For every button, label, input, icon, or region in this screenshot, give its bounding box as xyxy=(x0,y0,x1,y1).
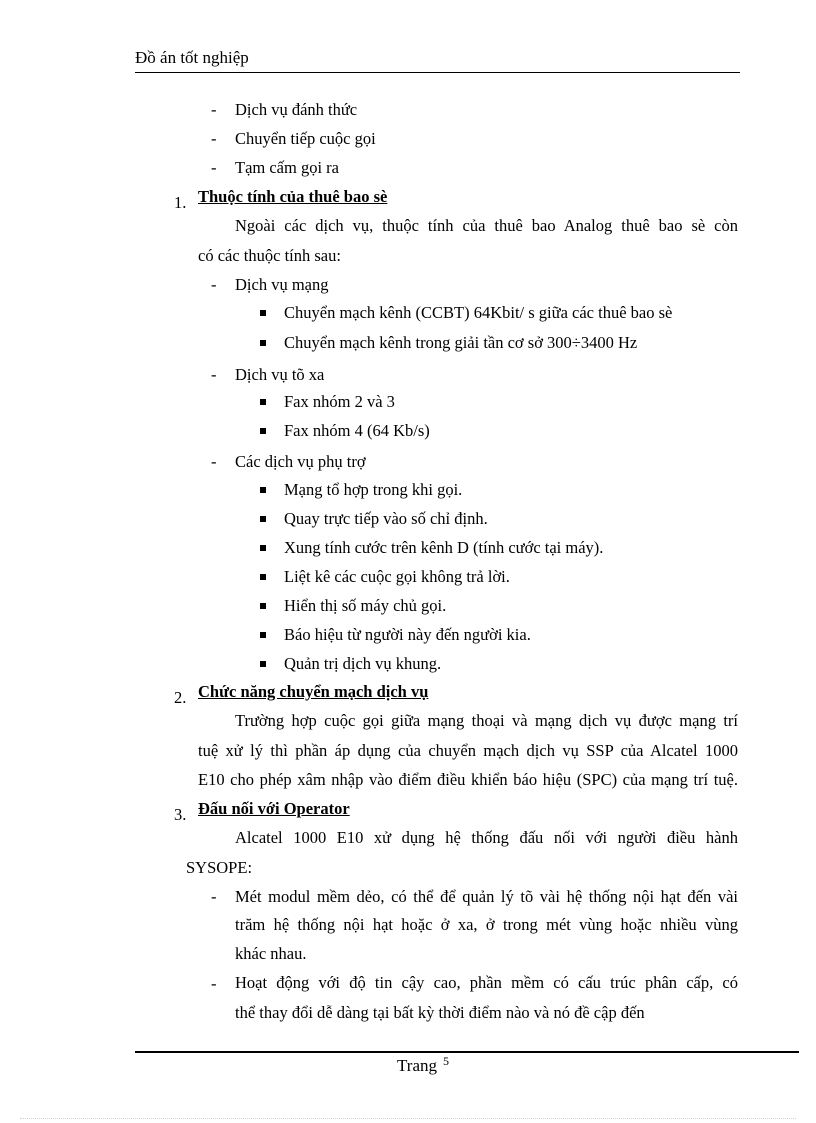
list-item: Báo hiệu từ người này đến người kia. xyxy=(284,625,531,644)
list-item: khác nhau. xyxy=(235,944,307,963)
list-item: Hiển thị số máy chủ gọi. xyxy=(284,596,447,615)
list-item: Quay trực tiếp vào số chỉ định. xyxy=(284,509,488,528)
dash-marker: - xyxy=(211,365,217,384)
dash-marker: - xyxy=(211,275,217,294)
list-item: Fax nhóm 2 và 3 xyxy=(284,392,395,411)
header-divider xyxy=(135,72,740,73)
list-item: Dịch vụ đánh thức xyxy=(235,100,358,119)
list-item: Hoạt động với độ tin cậy cao, phần mềm có cấu trúc phân cấp, có xyxy=(235,973,738,992)
paragraph-line: tuệ xử lý thì phần áp dụng của chuyển mạch dịch vụ SSP của Alcatel 1000 xyxy=(198,741,738,760)
dash-marker: - xyxy=(211,974,217,993)
group-label: Dịch vụ tõ xa xyxy=(235,365,325,384)
square-bullet-icon xyxy=(260,516,266,522)
paragraph-line: có các thuộc tính sau: xyxy=(198,246,341,265)
dash-marker: - xyxy=(211,158,217,177)
section-number: 2. xyxy=(174,688,187,707)
list-item: Mét modul mềm dẻo, có thể để quản lý tõ vài hệ thống nội hạt đến vài xyxy=(235,887,738,906)
paragraph-line: Trường hợp cuộc gọi giữa mạng thoại và mạng dịch vụ được mạng trí xyxy=(235,711,738,730)
list-item: Mạng tổ hợp trong khi gọi. xyxy=(284,480,463,499)
footer-divider xyxy=(135,1051,799,1053)
square-bullet-icon xyxy=(260,399,266,405)
list-item: thể thay đổi dễ dàng tại bất kỳ thời điểm nào và nó đề cập đến xyxy=(235,1003,645,1022)
list-item: trăm hệ thống nội hạt hoặc ở xa, ở trong mét vùng hoặc nhiều vùng xyxy=(235,915,738,934)
footer-label: Trang xyxy=(397,1056,437,1075)
square-bullet-icon xyxy=(260,603,266,609)
paragraph-line: E10 cho phép xâm nhập vào điểm điều khiển báo hiệu (SPC) của mạng trí tuệ. xyxy=(198,770,738,789)
square-bullet-icon xyxy=(260,545,266,551)
section-heading: Đấu nối với Operator xyxy=(198,799,350,818)
page-header-title: Đồ án tốt nghiệp xyxy=(135,48,249,67)
list-item: Fax nhóm 4 (64 Kb/s) xyxy=(284,421,430,440)
dash-marker: - xyxy=(211,100,217,119)
square-bullet-icon xyxy=(260,632,266,638)
paragraph-line: Ngoài các dịch vụ, thuộc tính của thuê bao Analog thuê bao sè còn xyxy=(235,216,738,235)
square-bullet-icon xyxy=(260,661,266,667)
square-bullet-icon xyxy=(260,574,266,580)
section-heading: Chức năng chuyển mạch dịch vụ xyxy=(198,682,429,701)
list-item: Tạm cấm gọi ra xyxy=(235,158,339,177)
list-item: Chuyển mạch kênh (CCBT) 64Kbit/ s giữa các thuê bao sè xyxy=(284,303,673,322)
list-item: Liệt kê các cuộc gọi không trả lời. xyxy=(284,567,510,586)
section-number: 1. xyxy=(174,193,187,212)
dash-marker: - xyxy=(211,129,217,148)
square-bullet-icon xyxy=(260,310,266,316)
page-bottom-border xyxy=(20,1118,796,1119)
square-bullet-icon xyxy=(260,428,266,434)
square-bullet-icon xyxy=(260,487,266,493)
list-item: Quản trị dịch vụ khung. xyxy=(284,654,442,673)
list-item: Chuyển tiếp cuộc gọi xyxy=(235,129,376,148)
section-number: 3. xyxy=(174,805,187,824)
page-footer xyxy=(397,1056,449,1076)
list-item: Chuyển mạch kênh trong giải tần cơ sở 300÷3400 Hz xyxy=(284,333,638,352)
dash-marker: - xyxy=(211,452,217,471)
square-bullet-icon xyxy=(260,340,266,346)
page-number: 5 xyxy=(443,1054,449,1068)
group-label: Dịch vụ mạng xyxy=(235,275,329,294)
dash-marker: - xyxy=(211,887,217,906)
paragraph-line: SYSOPE: xyxy=(186,858,253,877)
paragraph-line: Alcatel 1000 E10 xử dụng hệ thống đấu nối với người điều hành xyxy=(235,828,738,847)
list-item: Xung tính cước trên kênh D (tính cước tại máy). xyxy=(284,538,604,557)
group-label: Các dịch vụ phụ trợ xyxy=(235,452,366,471)
section-heading: Thuộc tính của thuê bao sè xyxy=(198,187,388,206)
